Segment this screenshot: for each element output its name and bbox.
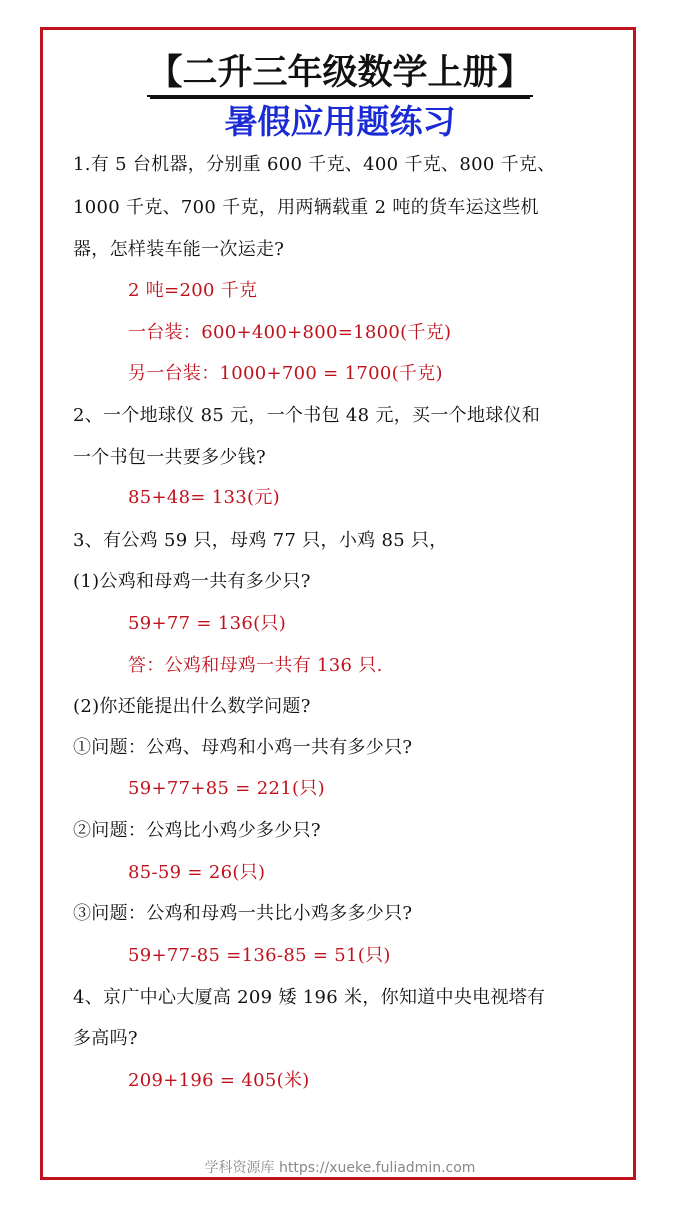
answer-4: 209+196 = 405(米) bbox=[128, 1070, 310, 1091]
sub-answer-1: 59+77+85 = 221(只) bbox=[128, 778, 325, 799]
question-1-line-1: 1.有 5 台机器，分别重 600 千克、400 千克、800 千克、 bbox=[73, 154, 556, 175]
answer-3-part-1: 59+77 = 136(只) bbox=[128, 613, 287, 634]
page-title bbox=[0, 48, 680, 98]
answer-2: 85+48= 133(元) bbox=[128, 487, 280, 508]
question-2-line-1: 2、一个地球仪 85 元，一个书包 48 元，买一个地球仪和 bbox=[73, 405, 541, 426]
question-2-line-2: 一个书包一共要多少钱? bbox=[73, 447, 266, 468]
page-subtitle: 暑假应用题练习 bbox=[224, 102, 456, 141]
question-1-line-3: 器，怎样装车能一次运走? bbox=[73, 239, 285, 260]
title-text: 【二升三年级数学上册】 bbox=[147, 53, 532, 97]
sub-question-3: ③问题：公鸡和母鸡一共比小鸡多多少只? bbox=[73, 903, 413, 924]
answer-3-part-1-conclusion: 答：公鸡和母鸡一共有 136 只. bbox=[128, 655, 383, 676]
answer-1-line-2: 一台装：600+400+800=1800(千克) bbox=[128, 322, 452, 343]
question-3-part-2: (2)你还能提出什么数学问题? bbox=[73, 696, 311, 717]
answer-1-line-3: 另一台装：1000+700 = 1700(千克) bbox=[128, 363, 443, 384]
sub-answer-2: 85-59 = 26(只) bbox=[128, 862, 266, 883]
sub-answer-3: 59+77-85 =136-85 = 51(只) bbox=[128, 945, 391, 966]
question-3-line-1: 3、有公鸡 59 只，母鸡 77 只，小鸡 85 只， bbox=[73, 530, 448, 551]
answer-1-line-1: 2 吨=200 千克 bbox=[128, 280, 258, 301]
question-1-line-2: 1000 千克、700 千克，用两辆载重 2 吨的货车运这些机 bbox=[73, 197, 539, 218]
question-4-line-2: 多高吗? bbox=[73, 1028, 138, 1049]
sub-question-1: ①问题：公鸡、母鸡和小鸡一共有多少只? bbox=[73, 737, 413, 758]
question-4-line-1: 4、京广中心大厦高 209 矮 196 米，你知道中央电视塔有 bbox=[73, 987, 546, 1008]
footer-watermark: 学科资源库 https://xueke.fuliadmin.com bbox=[204, 1160, 476, 1176]
question-3-part-1: (1)公鸡和母鸡一共有多少只? bbox=[73, 571, 311, 592]
sub-question-2: ②问题：公鸡比小鸡少多少只? bbox=[73, 820, 321, 841]
